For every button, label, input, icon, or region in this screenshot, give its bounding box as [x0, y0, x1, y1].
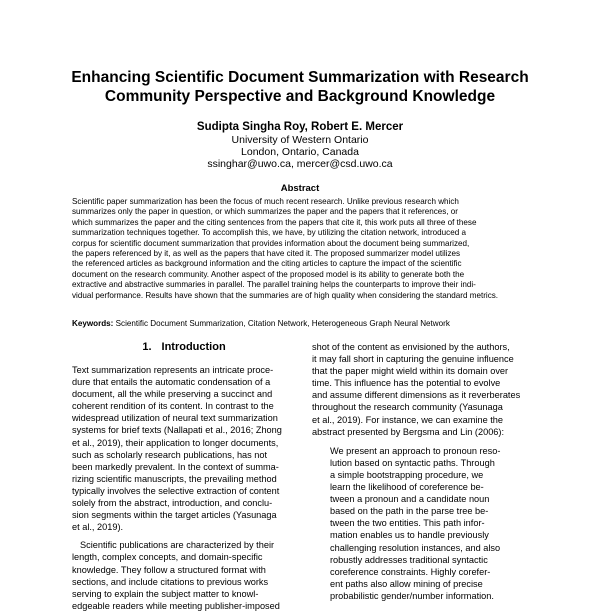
quote-line: We present an approach to pronoun reso- [330, 445, 501, 456]
body-line: such as scholarly research publications, has not [72, 449, 268, 460]
section-number: 1. [142, 341, 152, 353]
affiliation: University of Western Ontario [231, 134, 369, 146]
body-line: serving to explain the subject matter to knowl- [72, 588, 259, 599]
title-line: Community Perspective and Background Knowledge [104, 88, 496, 105]
keywords-line [72, 319, 530, 329]
intro-paragraph-2 [72, 539, 296, 612]
quote-line: mation enables us to handle previously [330, 530, 489, 541]
quote-line: robustly addresses traditional syntactic [330, 554, 488, 565]
body-line: sections, and include citations to previous works [72, 576, 269, 587]
body-line: been markedly prevalent. In the context of summa- [72, 461, 279, 472]
quote-line: tween the two entities. This path infor- [330, 518, 485, 529]
author-block [100, 121, 500, 170]
body-line: Scientific publications are characterized by their [80, 540, 275, 551]
abstract-line: the referenced articles as background information and the citing articles to capture the impact of the scientific [72, 259, 462, 269]
body-line: et al., 2019), their application to longer documents, [72, 437, 279, 448]
body-line: and assume different dimensions as it reverberates [312, 390, 521, 401]
body-line: rizing scientific manuscripts, the prevailing method [72, 473, 277, 484]
quote-line: coreference constraints. Highly corefer- [330, 566, 491, 577]
body-line: et al., 2019). For instance, we can examine the [312, 414, 503, 425]
abstract-line: which summarizes the paper and the citing sentences from the papers that cite it, this work puts all three of these [72, 217, 477, 227]
abstract-line: summarizes only the paper in question, or which summarizes the paper and the papers that it references, or [72, 207, 458, 217]
section-title: Introduction [161, 341, 226, 353]
location: London, Ontario, Canada [241, 146, 359, 158]
quote-line: based on the path in the parse tree be- [330, 506, 489, 517]
abstract-line: document on the research community. Another aspect of the proposed model is its ability to generate both the [72, 269, 465, 279]
abstract-line: vidual performance. Results have shown that the summaries are of high quality when considering the standard metrics. [72, 290, 499, 300]
body-line: time. This influence has the potential to evolve [312, 378, 501, 389]
abstract-heading: Abstract [280, 183, 320, 194]
author-emails: ssinghar@uwo.ca, mercer@csd.uwo.ca [207, 158, 393, 170]
body-line: abstract presented by Bergsma and Lin (2006): [312, 426, 505, 437]
quote-line: probabilistic gender/number information. [330, 590, 494, 601]
quoted-abstract [330, 445, 534, 602]
body-line: systems for brief texts (Nallapati et al., 2016; Zhong [72, 425, 282, 436]
left-column [72, 341, 296, 612]
body-line: document, all the while preserving a succinct and [72, 389, 273, 400]
quote-line: challenging resolution instances, and also [330, 542, 501, 553]
body-line: solely from the abstract, introduction, and conclu- [72, 498, 273, 509]
right-column [312, 341, 534, 602]
body-line: Text summarization represents an intricate proce- [72, 365, 274, 375]
paper-title [60, 68, 540, 106]
keywords-label: Keywords: [72, 319, 114, 328]
body-line: it may fall short in capturing the genuine influence [312, 354, 514, 365]
keywords-text: Scientific Document Summarization, Citation Network, Heterogeneous Graph Neural Network [115, 319, 450, 328]
abstract-line: extractive and abstractive summaries in parallel. The parallel training helps the counterparts to improve their indi- [72, 280, 476, 290]
quote-line: tween a pronoun and a candidate noun [330, 494, 490, 505]
body-line: dure that entails the automatic condensation of a [72, 377, 271, 388]
body-line: sion segments within the target articles (Yasunaga [72, 510, 277, 521]
body-line: throughout the research community (Yasunaga [312, 402, 503, 413]
abstract-line: the papers referenced by it, as well as the papers that have cited it. The proposed summarizer model utilizes [72, 249, 461, 259]
quote-line: a simple bootstrapping procedure, we [330, 469, 484, 480]
quote-line: learn the likelihood of coreference be- [330, 482, 484, 493]
body-line: that the paper might wield within its domain over [312, 366, 509, 377]
quote-line: lution based on syntactic paths. Through [330, 457, 495, 468]
abstract-body [72, 197, 530, 301]
body-line: widespread utilization of neural text summarization [72, 413, 278, 424]
abstract-line: corpus for scientific document summarization that provides information about the document being summarized, [72, 238, 470, 248]
title-line: Enhancing Scientific Document Summarization with Research [71, 69, 529, 86]
abstract-line: summarization techniques together. To accomplish this, we have, by utilizing the citation network, introduced a [72, 228, 466, 238]
section-heading [72, 341, 296, 354]
body-line: typically involves the selective extraction of content [72, 485, 280, 496]
body-line: length, complex concepts, and domain-specific [72, 552, 263, 563]
body-line: edgeable readers while meeting publisher-imposed [72, 600, 280, 611]
body-line: coherent rendition of its content. In contrast to the [72, 401, 274, 412]
quote-line: ent paths also allow mining of precise [330, 578, 483, 589]
body-line: shot of the content as envisioned by the authors, [312, 342, 510, 352]
intro-paragraph-1 [72, 364, 296, 533]
abstract-line: Scientific paper summarization has been the focus of much recent research. Unlike previous research which [72, 197, 459, 206]
intro-paragraph-3 [312, 341, 534, 438]
body-line: knowledge. They follow a structured format with [72, 564, 266, 575]
body-line: et al., 2019). [72, 522, 124, 533]
author-names: Sudipta Singha Roy, Robert E. Mercer [196, 121, 404, 133]
